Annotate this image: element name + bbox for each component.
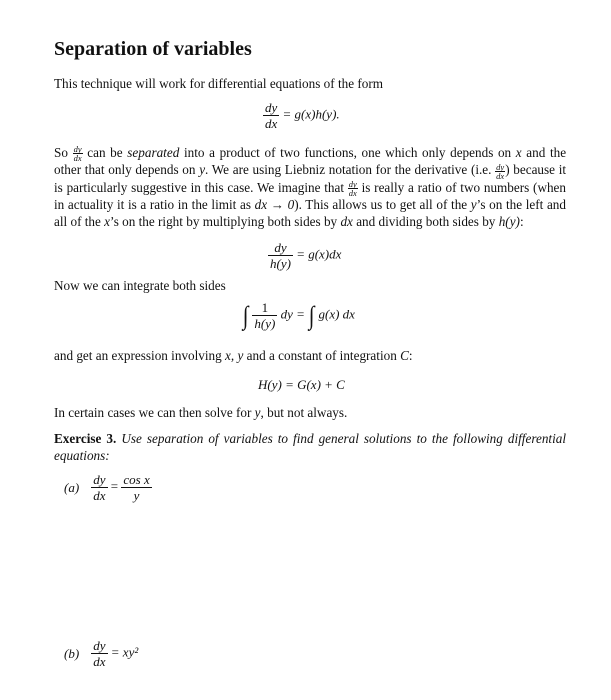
fraction-cosx-y: $\frac{\text{cos x}}{y}$ (123, 472, 150, 503)
expression-paragraph: and get an expression involving x, y and a constant of integration C: (54, 348, 413, 363)
intro-paragraph: This technique will work for differential equations of the form (54, 76, 383, 91)
equation-separated: $\frac{dy}{h(y)}$ = g(x)dx (270, 240, 342, 271)
inline-fraction-dy-dx-2: $\frac{dy}{dx}$ (496, 161, 505, 181)
fraction-dy-dx: $\frac{dy}{dx}$ (93, 638, 106, 669)
exercise-text: Use separation of variables to find general solutions to the following differential equations: (54, 431, 566, 463)
explanation-paragraph: So $\frac{dy}{dx}$ can be separated into a product of two functions, one which only depends on x and the other that only depends on y. We are using Liebniz notation for the derivative (i.e. $\frac{dy}{dx}$ ) because it is particularly suggestive in this case. We imagine that $\frac{dy}{dx}$ is really a ratio of two numbers (when in actuality it is a ratio in the limit as dx → 0). This allows us to get all of the y’s on the left and all of the x’s on the right by multiplying both sides by dx and dividing both sides by h(y): (54, 144, 567, 229)
equation-separable-form: $\frac{dy}{dx}$ = g(x)h(y). (265, 100, 340, 131)
exercise-item-b: (b) $\frac{dy}{dx}$ = xy² (64, 638, 139, 669)
exercise-item-a: (a) $\frac{dy}{dx}$ = $\frac{\text{cos x}}{y}$ (64, 472, 150, 503)
integral-sign-2: ∫ (308, 300, 315, 330)
fraction-dy-hy: $\frac{dy}{h(y)}$ (270, 240, 291, 271)
inline-fraction-dy-dx: $\frac{dy}{dx}$ (73, 144, 82, 164)
equation-integral: ∫ $\frac{1}{h(y)}$ dy = ∫ g(x) dx (242, 300, 355, 331)
item-label: (a) (64, 479, 80, 495)
exercise-statement (54, 431, 566, 464)
solve-paragraph: In certain cases we can then solve for y, but not always. (54, 405, 348, 420)
equation-general-solution: H(y) = G(x) + C (258, 377, 345, 392)
integrate-paragraph: Now we can integrate both sides (54, 278, 226, 293)
inline-fraction-dy-dx-3: $\frac{dy}{dx}$ (348, 179, 357, 199)
fraction-1-hy: $\frac{1}{h(y)}$ (254, 300, 276, 331)
item-label: (b) (64, 645, 80, 661)
fraction-dy-dx: $\frac{dy}{dx}$ (265, 100, 278, 131)
fraction-dy-dx: $\frac{dy}{dx}$ (93, 472, 106, 503)
integral-sign: ∫ (242, 300, 249, 330)
section-title: Separation of variables (54, 38, 252, 60)
exercise-heading: Exercise 3. (54, 431, 117, 446)
